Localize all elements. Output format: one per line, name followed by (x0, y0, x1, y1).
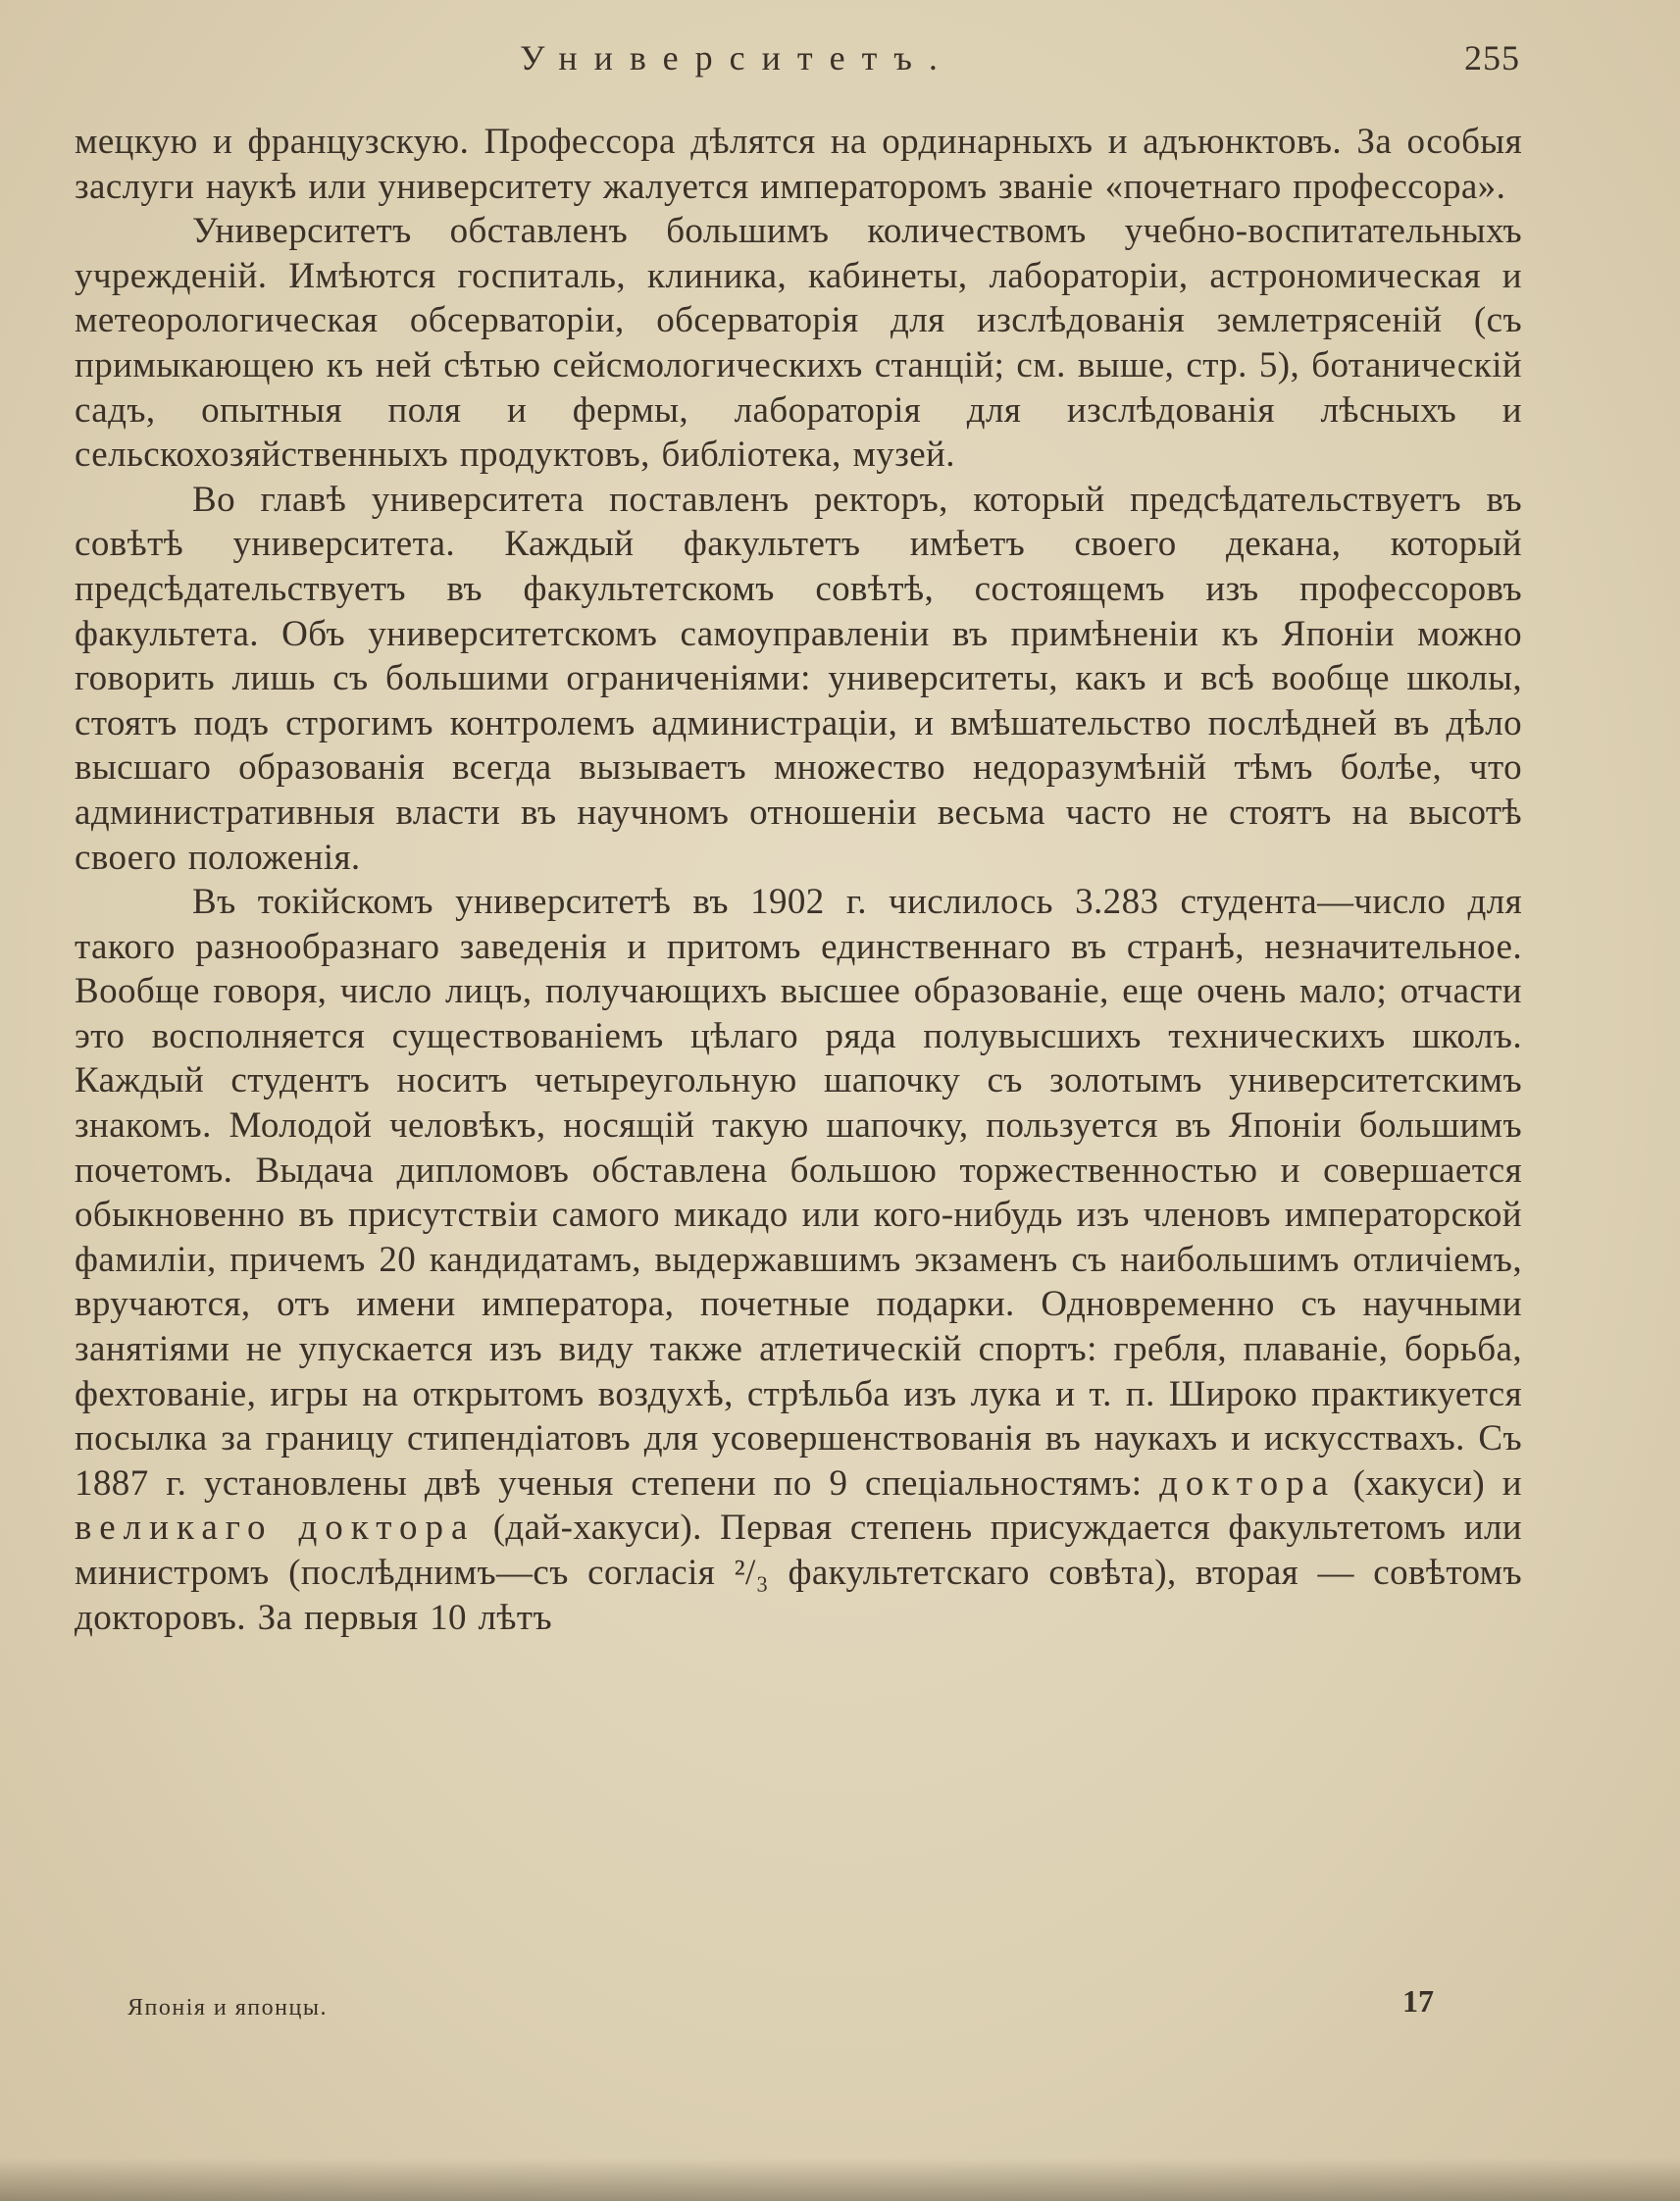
signature-mark: Японія и японцы. (127, 1995, 328, 2021)
paragraph-university-governance: Во главѣ университета поставленъ ректоръ, который предсѣдательствуетъ въ совѣтѣ университета. Каждый факультетъ имѣетъ своего декана, который предсѣдательствуетъ въ факультетскомъ совѣтѣ, состоящемъ изъ профессоровъ факультета. Объ университетскомъ самоуправленіи въ примѣненіи къ Японіи можно говорить лишь съ большими ограниченіями: университеты, какъ и всѣ вообще школы, стоятъ подъ строгимъ контролемъ администраціи, и вмѣшательство послѣдней въ дѣло высшаго образованія всегда вызываетъ множество недоразумѣній тѣмъ болѣе, что административныя власти въ научномъ отношеніи весьма часто не стоятъ на высотѣ своего положенія. (75, 479, 1522, 878)
running-title: Университетъ. (520, 38, 954, 77)
degree-doctor: доктора (1159, 1462, 1336, 1504)
degree-doctor-native: (хакуси) и (1352, 1462, 1522, 1504)
paragraph-continuation: мецкую и французскую. Профессора дѣлятся на ординарныхъ и адъюнктовъ. За особыя заслуги наукѣ или университету жалуется императоромъ званіе «почетнаго профессора». (75, 122, 1522, 207)
degree-great-doctor: великаго доктора (75, 1508, 476, 1549)
running-head (0, 37, 1680, 86)
body-text (75, 120, 1522, 1640)
students-text: Въ токійскомъ университетѣ въ 1902 г. числилось 3.283 студента—число для такого разнообразнаго заведенія и притомъ единственнаго въ странѣ, незначительное. Вообще говоря, число лицъ, получающихъ высшее образованіе, еще очень мало; отчасти это восполняется существованіемъ цѣлаго ряда полувысшихъ техническихъ школъ. Каждый студентъ носитъ четыреугольную шапочку съ золотымъ университетскимъ знакомъ. Молодой человѣкъ, носящій такую шапочку, пользуется въ Японіи большимъ почетомъ. Выдача дипломовъ обставлена большою торжественностью и совершается обыкновенно въ присутствіи самого микадо или кого-нибудь изъ членовъ императорской фамиліи, причемъ 20 кандидатамъ, выдержавшимъ экзаменъ съ наибольшимъ отличіемъ, вручаются, отъ имени императора, почетные подарки. Одновременно съ научными занятіями не упускается изъ виду также атлетическій спортъ: гребля, плаваніе, борьба, фехтованіе, игры на открытомъ воздухѣ, стрѣльба изъ лука и т. п. Широко практикуется посылка за границу стипендіатовъ для усовершенствованія въ наукахъ и искусствахъ. Съ 1887 г. установлены двѣ ученыя степени по 9 спеціальностямъ: (75, 882, 1522, 1504)
degrees-text: (дай-хакуси). Первая степень присуждается факультетомъ или министромъ (послѣднимъ—съ согласія ²/₃ факультетскаго совѣта), вторая — совѣтомъ докторовъ. За первыя 10 лѣтъ (75, 1508, 1523, 1638)
page-edge-shadow (0, 2158, 1680, 2201)
page-number: 255 (1464, 38, 1520, 77)
page-footer (0, 1983, 1680, 2022)
paragraph-tokyo-students (75, 880, 1522, 1640)
paragraph-university-facilities: Университетъ обставленъ большимъ количествомъ учебно-воспитательныхъ учрежденій. Имѣются госпиталь, клиника, кабинеты, лабораторіи, астрономическая и метеорологическая обсерваторіи, обсерваторія для изслѣдованія землетрясеній (съ примыкающею къ ней сѣтью сейсмологическихъ станцій; см. выше, стр. 5), ботаническій садъ, опытныя поля и фермы, лабораторія для изслѣдованія лѣсныхъ и сельскохозяйственныхъ продуктовъ, библіотека, музей. (75, 211, 1522, 476)
sheet-number: 17 (1402, 1983, 1434, 2019)
